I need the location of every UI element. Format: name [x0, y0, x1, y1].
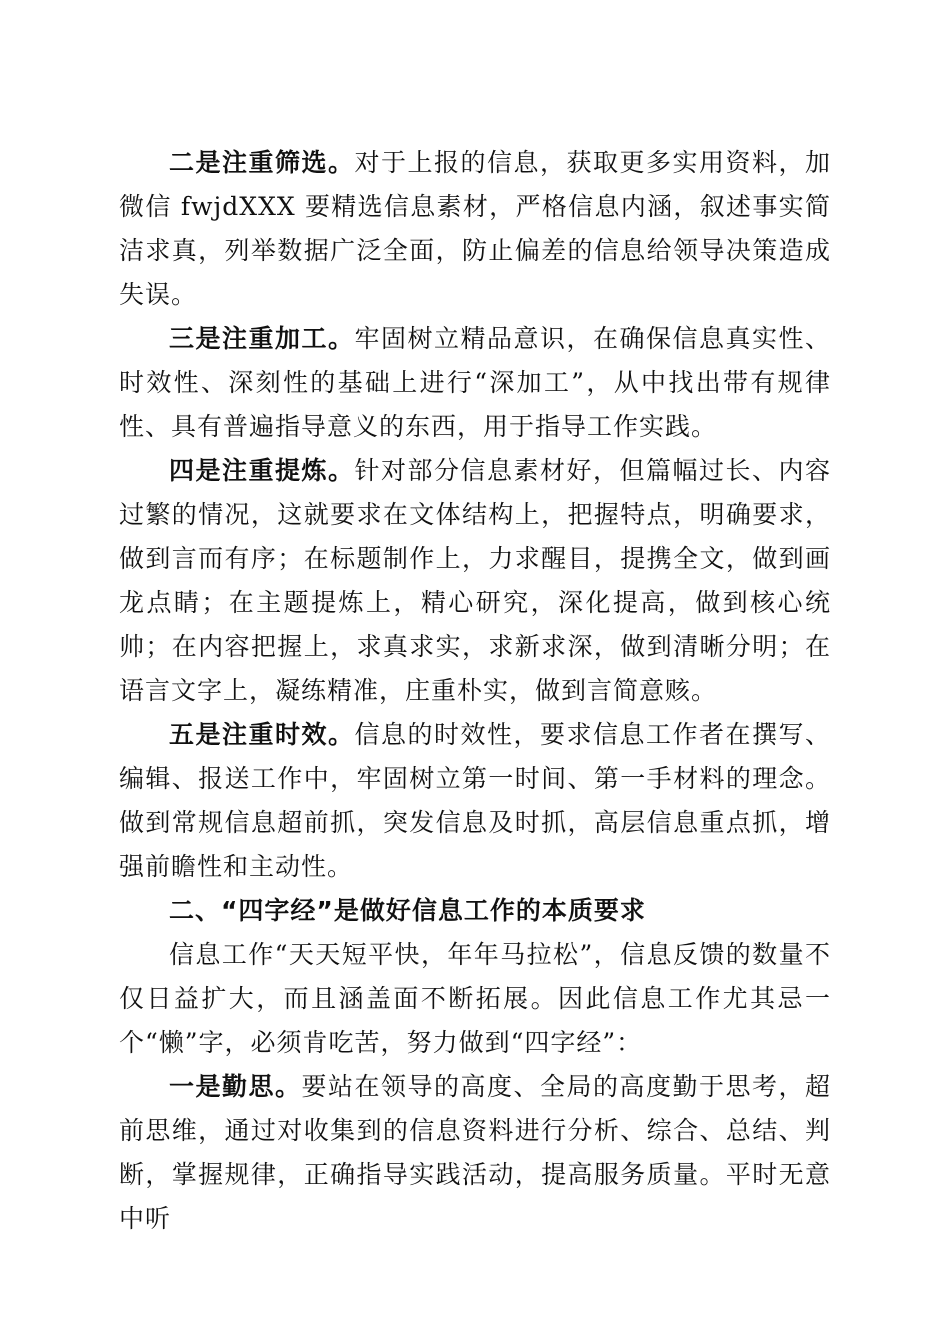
paragraph-screening: [119, 141, 831, 317]
paragraph-text: 针对部分信息素材好，但篇幅过长、内容过繁的情况，这就要求在文体结构上，把握特点，明确要求，做到言而有序；在标题制作上，力求醒目，提携全文，做到画龙点睛；在主题提炼上，精心研究，深化提高，做到核心统帅；在内容把握上，求真求实，求新求深，做到清晰分明；在语言文字上，凝练精准，庄重朴实，做到言简意赅。: [119, 456, 831, 705]
paragraph-text: 对于上报的信息，获取更多实用资料，加微信 fwjdXXX 要精选信息素材，严格信息内涵，叙述事实简洁求真，列举数据广泛全面，防止偏差的信息给领导决策造成失误。: [119, 148, 831, 309]
document-body: [119, 141, 831, 1241]
paragraph-text: 信息的时效性，要求信息工作者在撰写、编辑、报送工作中，牢固树立第一时间、第一手材料的理念。做到常规信息超前抓，突发信息及时抓，高层信息重点抓，增强前瞻性和主动性。: [119, 720, 831, 881]
paragraph-processing: [119, 317, 831, 449]
paragraph-text: 牢固树立精品意识，在确保信息真实性、时效性、深刻性的基础上进行“深加工”，从中找出带有规律性、具有普遍指导意义的东西，用于指导工作实践。: [119, 324, 831, 441]
section-heading: 二、“四字经”是做好信息工作的本质要求: [169, 896, 646, 925]
paragraph-text: 要站在领导的高度、全局的高度勤于思考，超前思维，通过对收集到的信息资料进行分析、综合、总结、判断，掌握规律，正确指导实践活动，提高服务质量。平时无意中听: [119, 1072, 831, 1233]
paragraph-lead: 五是注重时效。: [169, 720, 355, 749]
paragraph-intro: 信息工作“天天短平快，年年马拉松”，信息反馈的数量不仅日益扩大，而且涵盖面不断拓展。因此信息工作尤其忌一个“懒”字，必须肯吃苦，努力做到“四字经”：: [119, 940, 831, 1057]
paragraph-diligent-thinking: [119, 1065, 831, 1241]
paragraph-lead: 三是注重加工。: [169, 324, 355, 353]
paragraph-refining: [119, 449, 831, 713]
paragraph-lead: 二是注重筛选。: [169, 148, 355, 177]
paragraph-lead: 四是注重提炼。: [169, 456, 355, 485]
paragraph-timeliness: [119, 713, 831, 889]
paragraph-lead: 一是勤思。: [169, 1072, 302, 1101]
